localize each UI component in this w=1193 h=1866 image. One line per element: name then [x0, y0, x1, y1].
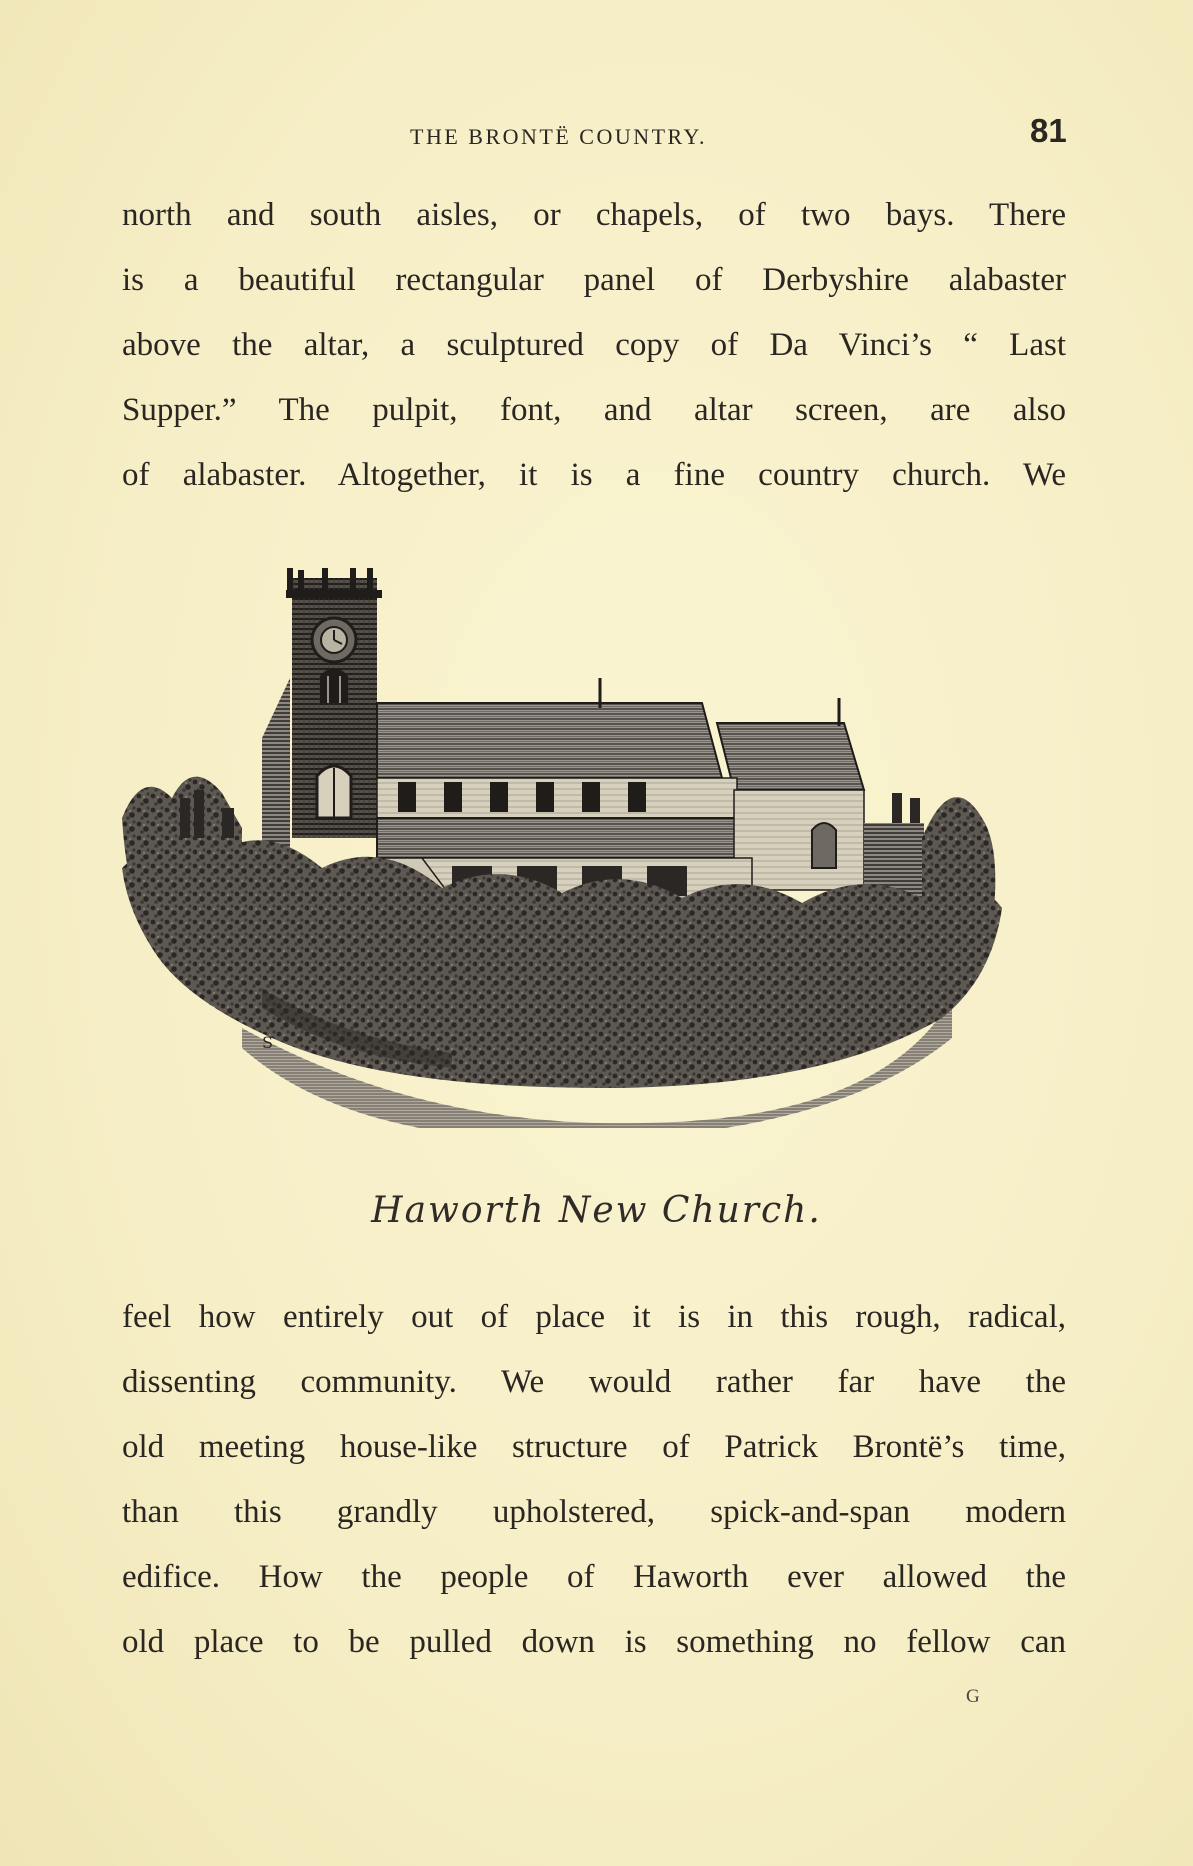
paragraph-top [122, 183, 1066, 508]
text-line: edifice. How the people of Haworth ever allowed the [122, 1559, 1066, 1595]
church-engraving [122, 568, 1072, 1128]
text-line: feel how entirely out of place it is in this rough, radical, [122, 1299, 1066, 1335]
text-line: than this grandly upholstered, spick-and-span modern [122, 1494, 1066, 1530]
signature-mark: G [966, 1686, 980, 1707]
svg-text:S: S [262, 1033, 273, 1052]
text-line: old place to be pulled down is something no fellow can [122, 1624, 1066, 1660]
illustration-caption: Haworth New Church. [371, 1190, 822, 1231]
paragraph-bottom [122, 1285, 1066, 1675]
text-line: above the altar, a sculptured copy of Da Vinci’s “ Last [122, 327, 1066, 363]
text-line: Supper.” The pulpit, font, and altar screen, are also [122, 392, 1066, 428]
running-title: THE BRONTË COUNTRY. [410, 124, 708, 149]
text-line: of alabaster. Altogether, it is a fine country church. We [122, 457, 1066, 493]
text-line: old meeting house-like structure of Patrick Brontë’s time, [122, 1429, 1066, 1465]
text-line: is a beautiful rectangular panel of Derbyshire alabaster [122, 262, 1066, 298]
running-head [0, 110, 1193, 160]
text-line: north and south aisles, or chapels, of two bays. There [122, 197, 1066, 233]
page-number: 81 [1030, 112, 1067, 149]
text-line: dissenting community. We would rather far have the [122, 1364, 1066, 1400]
